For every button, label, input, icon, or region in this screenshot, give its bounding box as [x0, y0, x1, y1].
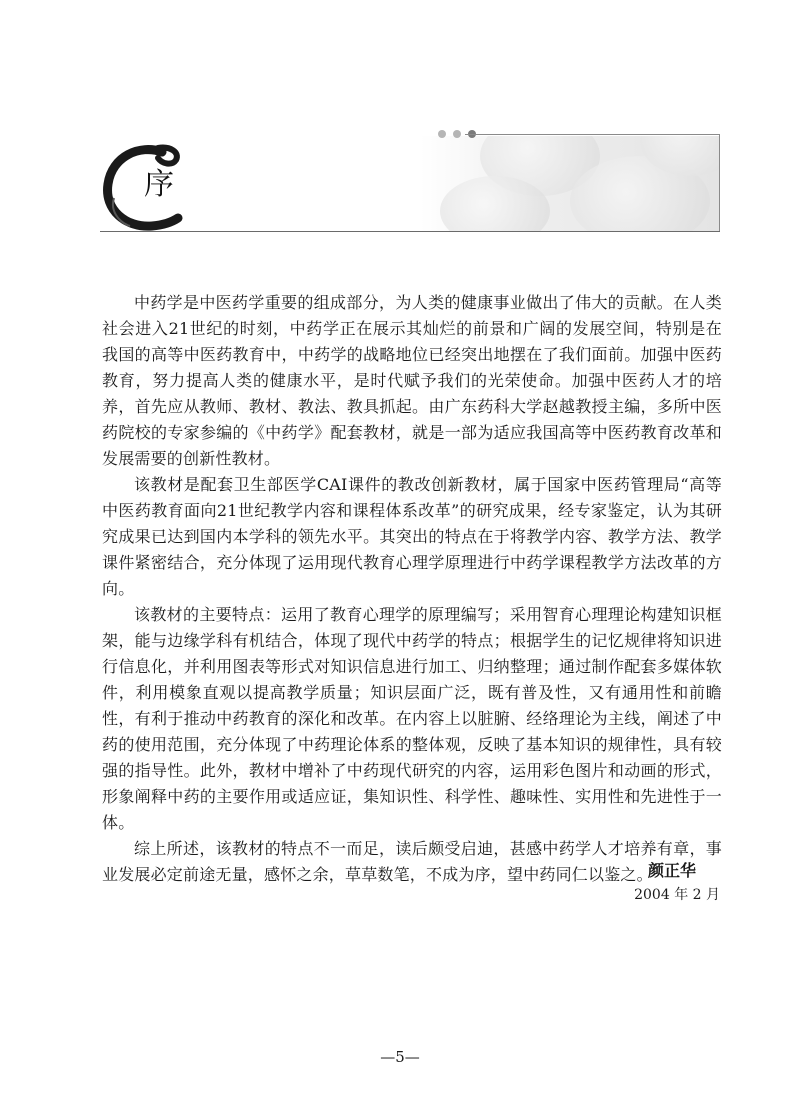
paragraph: 中药学是中医药学重要的组成部分，为人类的健康事业做出了伟大的贡献。在人类社会进入21世纪的时刻，中药学正在展示其灿烂的前景和广阔的发展空间，特别是在我国的高等中医药教育中，中药学的战略地位已经突出地摆在了我们面前。加强中医药教育，努力提高人类的健康水平，是时代赋予我们的光荣使命。加强中医药人才的培养，首先应从教师、教材、教法、教具抓起。由广东药科大学赵越教授主编，多所中医药院校的专家参编的《中药学》配套教材，就是一部为适应我国高等中医药教育改革和发展需要的创新性教材。: [102, 293, 722, 468]
author-name: 颜正华: [647, 861, 696, 880]
header-right-rule: [719, 134, 720, 232]
signature-block: [634, 858, 720, 906]
header-flower-background: [420, 136, 720, 232]
preface-body: [102, 290, 722, 888]
dot-icon: [438, 130, 446, 138]
header-top-rule: [465, 134, 720, 135]
dot-icon: [453, 130, 461, 138]
chapter-header: [100, 128, 720, 238]
paragraph: 该教材的主要特点：运用了教育心理学的原理编写；采用智育心理理论构建知识框架，能与边缘学科有机结合，体现了现代中药学的特点；根据学生的记忆规律将知识进行信息化，并利用图表等形式对知识信息进行加工、归纳整理；通过制作配套多媒体软件，利用模象直观以提高教学质量；知识层面广泛，既有普及性，又有通用性和前瞻性，有利于推动中药教育的深化和改革。在内容上以脏腑、经络理论为主线，阐述了中药的使用范围，充分体现了中药理论体系的整体观，反映了基本知识的规律性，具有较强的指导性。此外，教材中增补了中药现代研究的内容，运用彩色图片和动画的形式，形象阐释中药的主要作用或适应证，集知识性、科学性、趣味性、实用性和先进性于一体。: [102, 605, 722, 832]
paragraph: 综上所述，该教材的特点不一而足，读后颇受启迪，甚感中药学人才培养有章，事业发展必定前途无量，感怀之余，草草数笔，不成为序，望中药同仁以鉴之。: [102, 839, 722, 884]
paragraph: 该教材是配套卫生部医学CAI课件的教改创新教材，属于国家中医药管理局“高等中医药教育面向21世纪教学内容和课程体系改革”的研究成果，经专家鉴定，认为其研究成果已达到国内本学科的领先水平。其突出的特点在于将教学内容、教学方法、教学课件紧密结合，充分体现了运用现代教育心理学原理进行中药学课程教学方法改革的方向。: [102, 475, 722, 598]
page-number: —5—: [380, 1048, 420, 1066]
page-title: 序: [144, 167, 174, 202]
signature-date: 2004 年 2 月: [634, 887, 720, 903]
